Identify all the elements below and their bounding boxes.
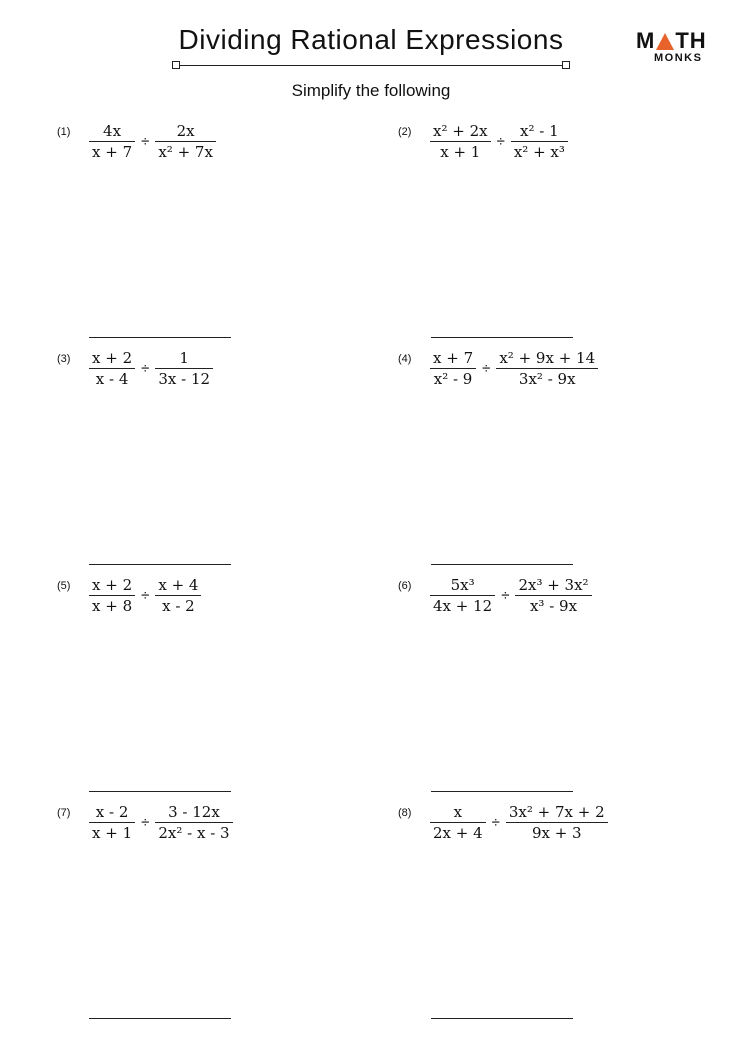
fraction-bar	[155, 595, 201, 596]
left-fraction	[89, 803, 135, 842]
right-numerator: x + 4	[158, 576, 199, 594]
answer-line-5[interactable]	[89, 791, 231, 792]
fraction-bar	[430, 368, 476, 369]
fraction-bar	[430, 141, 491, 142]
division-sign: ÷	[491, 814, 500, 831]
right-numerator: 2x	[176, 122, 195, 140]
answer-line-4[interactable]	[431, 564, 573, 565]
problem-1	[57, 122, 216, 161]
division-sign: ÷	[501, 587, 510, 604]
problem-7	[57, 803, 233, 842]
fraction-bar	[511, 141, 568, 142]
left-numerator: x + 7	[433, 349, 474, 367]
left-numerator: 4x	[103, 122, 122, 140]
fraction-bar	[89, 141, 135, 142]
title-underline-right-cap	[562, 61, 570, 69]
fraction-bar	[89, 822, 135, 823]
problem-number: (7)	[57, 806, 71, 819]
right-denominator: x² + x³	[513, 143, 565, 161]
left-denominator: x + 1	[92, 824, 133, 842]
instructions: Simplify the following	[291, 81, 451, 100]
page-title: Dividing Rational Expressions	[178, 24, 564, 55]
left-fraction	[430, 122, 491, 161]
answer-line-7[interactable]	[89, 1018, 231, 1019]
logo-wordmark-top	[636, 30, 708, 52]
problem-number: (8)	[398, 806, 412, 819]
right-fraction	[511, 122, 568, 161]
right-denominator: 3x² - 9x	[518, 370, 576, 388]
math-monks-logo	[636, 30, 708, 64]
right-denominator: 9x + 3	[531, 824, 582, 842]
fraction-bar	[155, 822, 232, 823]
left-denominator: x - 4	[95, 370, 129, 388]
title-underline	[176, 65, 566, 66]
left-numerator: x + 2	[92, 349, 133, 367]
right-numerator: 2x³ + 3x²	[518, 576, 589, 594]
answer-line-3[interactable]	[89, 564, 231, 565]
left-fraction	[430, 803, 486, 842]
problem-number: (6)	[398, 579, 412, 592]
right-denominator: x - 2	[162, 597, 195, 615]
right-fraction	[155, 349, 213, 388]
division-sign: ÷	[482, 360, 491, 377]
answer-line-6[interactable]	[431, 791, 573, 792]
fraction-bar	[89, 368, 135, 369]
problem-6	[398, 576, 592, 615]
right-fraction	[506, 803, 608, 842]
right-denominator: x² + 7x	[158, 143, 213, 161]
right-fraction	[515, 576, 591, 615]
logo-wordmark-bottom: MONKS	[654, 52, 703, 64]
left-numerator: 5x³	[450, 576, 475, 594]
division-sign: ÷	[141, 814, 150, 831]
division-sign: ÷	[496, 133, 505, 150]
problem-2	[398, 122, 568, 161]
problem-number: (2)	[398, 125, 412, 138]
fraction-bar	[155, 368, 213, 369]
logo-letters-th: TH	[675, 28, 707, 53]
left-denominator: 4x + 12	[433, 597, 493, 615]
problem-number: (5)	[57, 579, 71, 592]
left-numerator: x² + 2x	[433, 122, 488, 140]
left-denominator: x² - 9	[433, 370, 473, 388]
logo-letter-m: M	[636, 28, 656, 53]
right-numerator: x² - 1	[520, 122, 559, 140]
left-denominator: 2x + 4	[433, 824, 483, 842]
left-denominator: x + 8	[92, 597, 133, 615]
problem-5	[57, 576, 201, 615]
division-sign: ÷	[141, 133, 150, 150]
left-numerator: x + 2	[92, 576, 133, 594]
right-fraction	[155, 122, 216, 161]
right-denominator: 3x - 12	[158, 370, 211, 388]
fraction-bar	[506, 822, 608, 823]
right-denominator: x³ - 9x	[529, 597, 578, 615]
problem-8	[398, 803, 608, 842]
answer-line-8[interactable]	[431, 1018, 573, 1019]
fraction-bar	[515, 595, 591, 596]
left-fraction	[89, 576, 135, 615]
left-denominator: x + 1	[440, 143, 481, 161]
left-numerator: x - 2	[95, 803, 129, 821]
answer-line-2[interactable]	[431, 337, 573, 338]
left-fraction	[89, 122, 135, 161]
problem-3	[57, 349, 213, 388]
right-numerator: 3x² + 7x + 2	[508, 803, 605, 821]
right-fraction	[496, 349, 598, 388]
division-sign: ÷	[141, 360, 150, 377]
problem-4	[398, 349, 598, 388]
left-fraction	[430, 349, 476, 388]
fraction-bar	[89, 595, 135, 596]
title-underline-left-cap	[172, 61, 180, 69]
fraction-bar	[496, 368, 598, 369]
right-numerator: 3 - 12x	[168, 803, 220, 821]
fraction-bar	[430, 595, 495, 596]
left-fraction	[430, 576, 495, 615]
logo-triangle-icon	[656, 33, 674, 50]
right-numerator: 1	[179, 349, 189, 367]
problem-number: (1)	[57, 125, 71, 138]
problem-number: (4)	[398, 352, 412, 365]
problem-number: (3)	[57, 352, 71, 365]
left-numerator: x	[453, 803, 463, 821]
fraction-bar	[155, 141, 216, 142]
right-denominator: 2x² - x - 3	[158, 824, 230, 842]
fraction-bar	[430, 822, 486, 823]
right-numerator: x² + 9x + 14	[499, 349, 596, 367]
right-fraction	[155, 576, 201, 615]
right-fraction	[155, 803, 232, 842]
left-denominator: x + 7	[92, 143, 133, 161]
answer-line-1[interactable]	[89, 337, 231, 338]
division-sign: ÷	[141, 587, 150, 604]
left-fraction	[89, 349, 135, 388]
